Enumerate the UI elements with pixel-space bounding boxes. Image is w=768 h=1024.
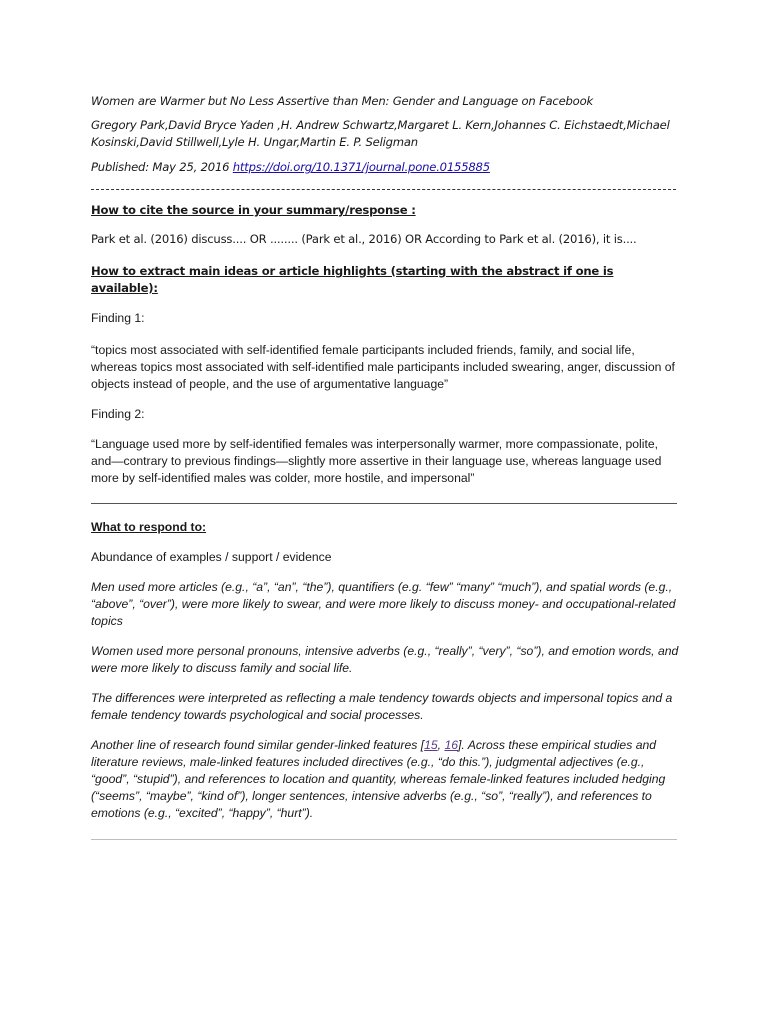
doi-link[interactable]: https://doi.org/10.1371/journal.pone.0155885: [232, 160, 490, 174]
finding-1-label: Finding 1:: [91, 311, 145, 325]
dashed-divider: [91, 189, 676, 192]
para4-before: Another line of research found similar gender-linked features [: [91, 738, 425, 752]
document-body: [91, 93, 681, 840]
finding-2-label: Finding 2:: [91, 407, 145, 421]
published-label: Published: May 25, 2016: [91, 160, 233, 174]
para4-separator: ,: [437, 738, 445, 752]
respond-paragraph-1: Men used more articles (e.g., “a”, “an”, “the”), quantifiers (e.g. “few” “many” “much”), and spatial words (e.g., “above”, “over”), were more likely to swear, and were more likely to discuss money- and occupational-related topics: [91, 580, 676, 628]
finding-1-text: “topics most associated with self-identified female participants included friends, family, and social life, whereas topics most associated with self-identified male participants included swearing, anger, discussion of objects instead of people, and the use of argumentative language”: [91, 343, 675, 391]
respond-paragraph-4: [91, 737, 681, 822]
cite-heading: How to cite the source in your summary/response :: [91, 203, 416, 217]
citation-link-15[interactable]: 15: [424, 738, 438, 752]
finding-2-text: “Language used more by self-identified females was interpersonally warmer, more compassionate, polite, and—contrary to previous findings—slightly more assertive in their language use, whereas language used more by self-identified males was colder, more hostile, and impersonal”: [91, 437, 662, 485]
respond-paragraph-3: The differences were interpreted as reflecting a male tendency towards objects and impersonal topics and a female tendency towards psychological and social processes.: [91, 691, 673, 722]
respond-heading: What to respond to:: [91, 520, 207, 534]
cite-example: Park et al. (2016) discuss.... OR ........ (Park et al., 2016) OR According to Park et al. (2016), it is....: [91, 232, 637, 246]
section-divider: [91, 503, 677, 504]
published-line: [91, 159, 681, 176]
article-title: Women are Warmer but No Less Assertive than Men: Gender and Language on Facebook: [91, 94, 593, 108]
extract-heading: How to extract main ideas or article highlights (starting with the abstract if one is available):: [91, 264, 614, 295]
article-authors: Gregory Park,David Bryce Yaden ,H. Andrew Schwartz,Margaret L. Kern,Johannes C. Eichstaedt,Michael Kosinski,David Stillwell,Lyle H. Ungar,Martin E. P. Seligman: [91, 118, 670, 149]
respond-paragraph-2: Women used more personal pronouns, intensive adverbs (e.g., “really”, “very”, “so”), and emotion words, and were more likely to discuss family and social life.: [91, 644, 679, 675]
citation-link-16[interactable]: 16: [444, 738, 458, 752]
respond-subheading: Abundance of examples / support / evidence: [91, 550, 332, 564]
para4-after: ]. Across these empirical studies and literature reviews, male-linked features included directives (e.g., “do this.”), judgmental adjectives (e.g., “good”, “stupid”), and references to location and quantity, whereas female-linked features included hedging (“seems”, “maybe”, “kind of”), longer sentences, intensive adverbs (e.g., “so”, “really”), and references to emotions (e.g., “excited”, “happy”, “hurt”).: [91, 738, 666, 820]
bottom-divider: [91, 839, 677, 840]
